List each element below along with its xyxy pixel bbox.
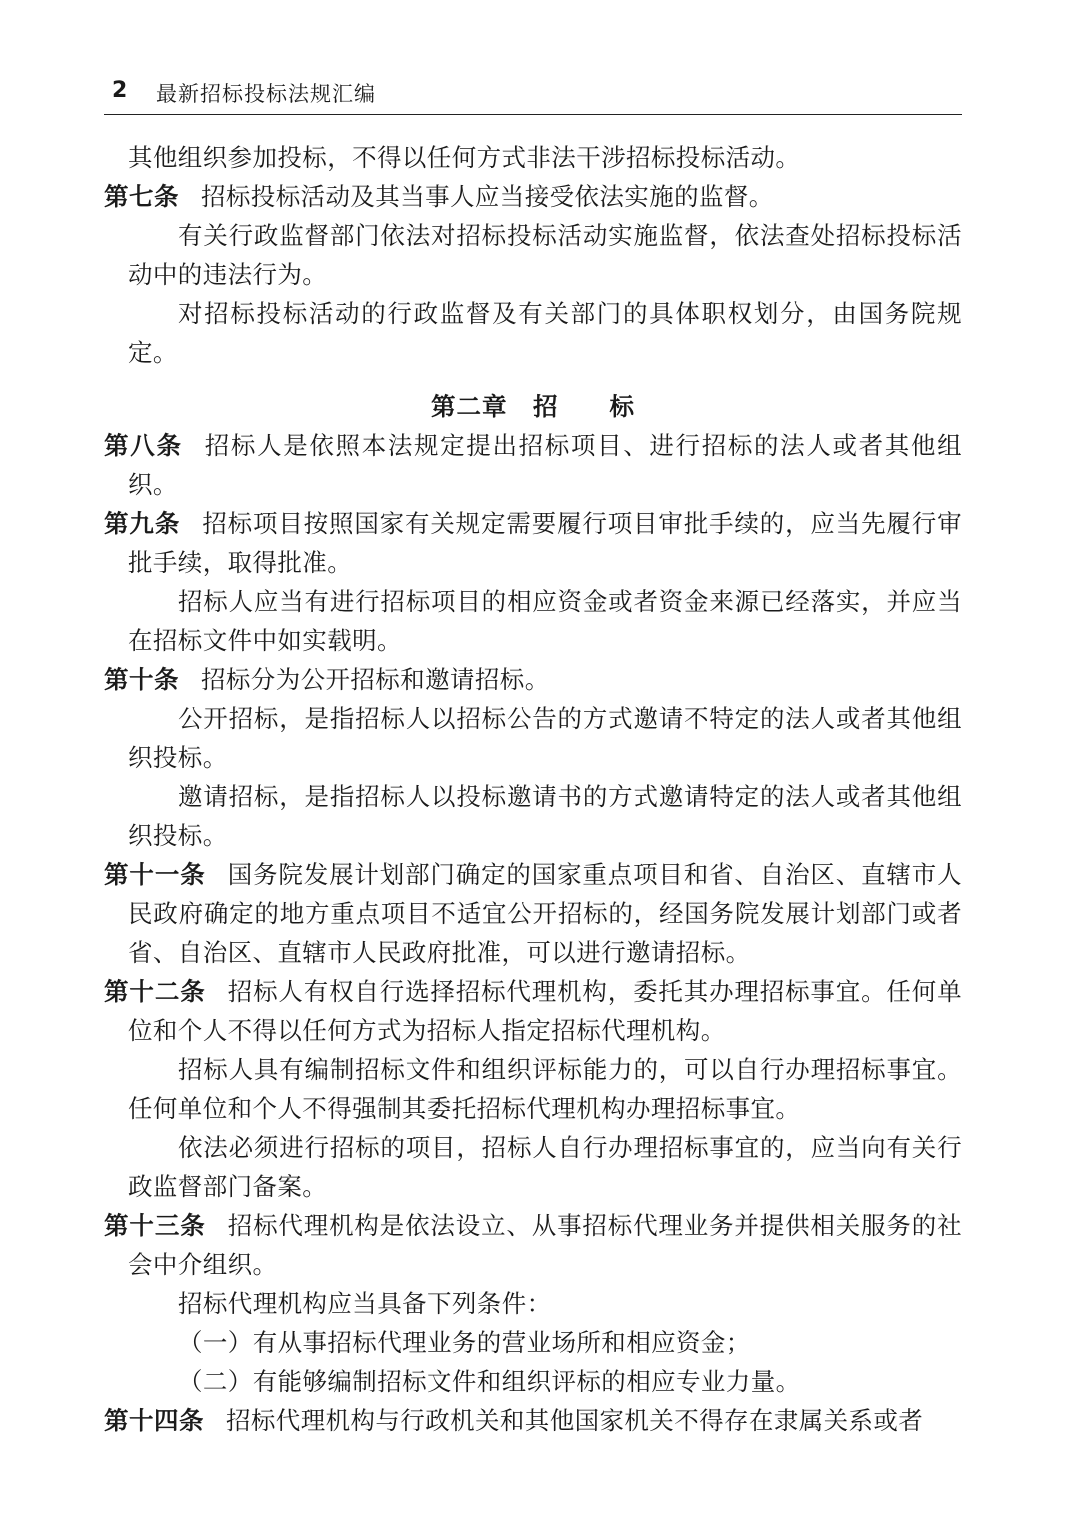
article-text: 招标人有权自行选择招标代理机构，委托其办理招标事宜。任何单位和个人不得以任何方式为招标人指定招标代理机构。 — [128, 977, 963, 1045]
article-text: 招标项目按照国家有关规定需要履行项目审批手续的，应当先履行审批手续，取得批准。 — [128, 509, 962, 577]
article-text: 国务院发展计划部门确定的国家重点项目和省、自治区、直辖市人民政府确定的地方重点项目不适宜公开招标的，经国务院发展计划部门或者省、自治区、直辖市人民政府批准，可以进行邀请招标。 — [128, 860, 963, 967]
article-text: 招标投标活动及其当事人应当接受依法实施的监督。 — [201, 182, 774, 211]
article-label: 第十二条 — [104, 977, 206, 1006]
article-label: 第九条 — [104, 509, 181, 538]
article-10 — [104, 660, 962, 699]
document-body — [104, 138, 962, 1440]
article-14 — [104, 1401, 962, 1440]
article-text: 招标分为公开招标和邀请招标。 — [201, 665, 550, 694]
article-10-paragraph-2: 公开招标，是指招标人以招标公告的方式邀请不特定的法人或者其他组织投标。 — [128, 704, 962, 772]
article-9-paragraph-2: 招标人应当有进行招标项目的相应资金或者资金来源已经落实，并应当在招标文件中如实载明。 — [128, 587, 962, 655]
article-13-item-2: （二）有能够编制招标文件和组织评标的相应专业力量。 — [178, 1367, 801, 1396]
article-text: 招标代理机构与行政机关和其他国家机关不得存在隶属关系或者 — [226, 1406, 924, 1435]
article-label: 第十四条 — [104, 1406, 204, 1435]
article-13-paragraph-2: 招标代理机构应当具备下列条件： — [178, 1289, 552, 1318]
article-8 — [104, 426, 962, 504]
article-label: 第十三条 — [104, 1211, 206, 1240]
page-number: 2 — [112, 78, 128, 103]
header-rule — [104, 114, 962, 115]
article-text: 招标代理机构是依法设立、从事招标代理业务并提供相关服务的社会中介组织。 — [128, 1211, 963, 1279]
paragraph-continuation: 其他组织参加投标，不得以任何方式非法干涉招标投标活动。 — [128, 143, 801, 172]
article-7-paragraph-3: 对招标投标活动的行政监督及有关部门的具体职权划分，由国务院规定。 — [128, 299, 962, 367]
article-13 — [104, 1206, 962, 1284]
article-10-paragraph-3: 邀请招标，是指招标人以投标邀请书的方式邀请特定的法人或者其他组织投标。 — [128, 782, 962, 850]
article-11 — [104, 855, 962, 972]
article-7-paragraph-2: 有关行政监督部门依法对招标投标活动实施监督，依法查处招标投标活动中的违法行为。 — [128, 221, 962, 289]
article-label: 第十一条 — [104, 860, 206, 889]
article-9 — [104, 504, 962, 582]
running-title: 最新招标投标法规汇编 — [156, 82, 376, 106]
article-12-paragraph-2: 招标人具有编制招标文件和组织评标能力的，可以自行办理招标事宜。任何单位和个人不得强制其委托招标代理机构办理招标事宜。 — [128, 1055, 962, 1123]
article-text: 招标人是依照本法规定提出招标项目、进行招标的法人或者其他组织。 — [128, 431, 962, 499]
article-13-item-1: （一）有从事招标代理业务的营业场所和相应资金； — [178, 1328, 751, 1357]
article-label: 第七条 — [104, 182, 179, 211]
article-12-paragraph-3: 依法必须进行招标的项目，招标人自行办理招标事宜的，应当向有关行政监督部门备案。 — [128, 1133, 962, 1201]
article-7 — [104, 177, 962, 216]
article-label: 第十条 — [104, 665, 179, 694]
article-12 — [104, 972, 962, 1050]
page-header — [104, 72, 962, 112]
article-label: 第八条 — [104, 431, 183, 460]
chapter-title: 第二章 招 标 — [431, 392, 635, 421]
